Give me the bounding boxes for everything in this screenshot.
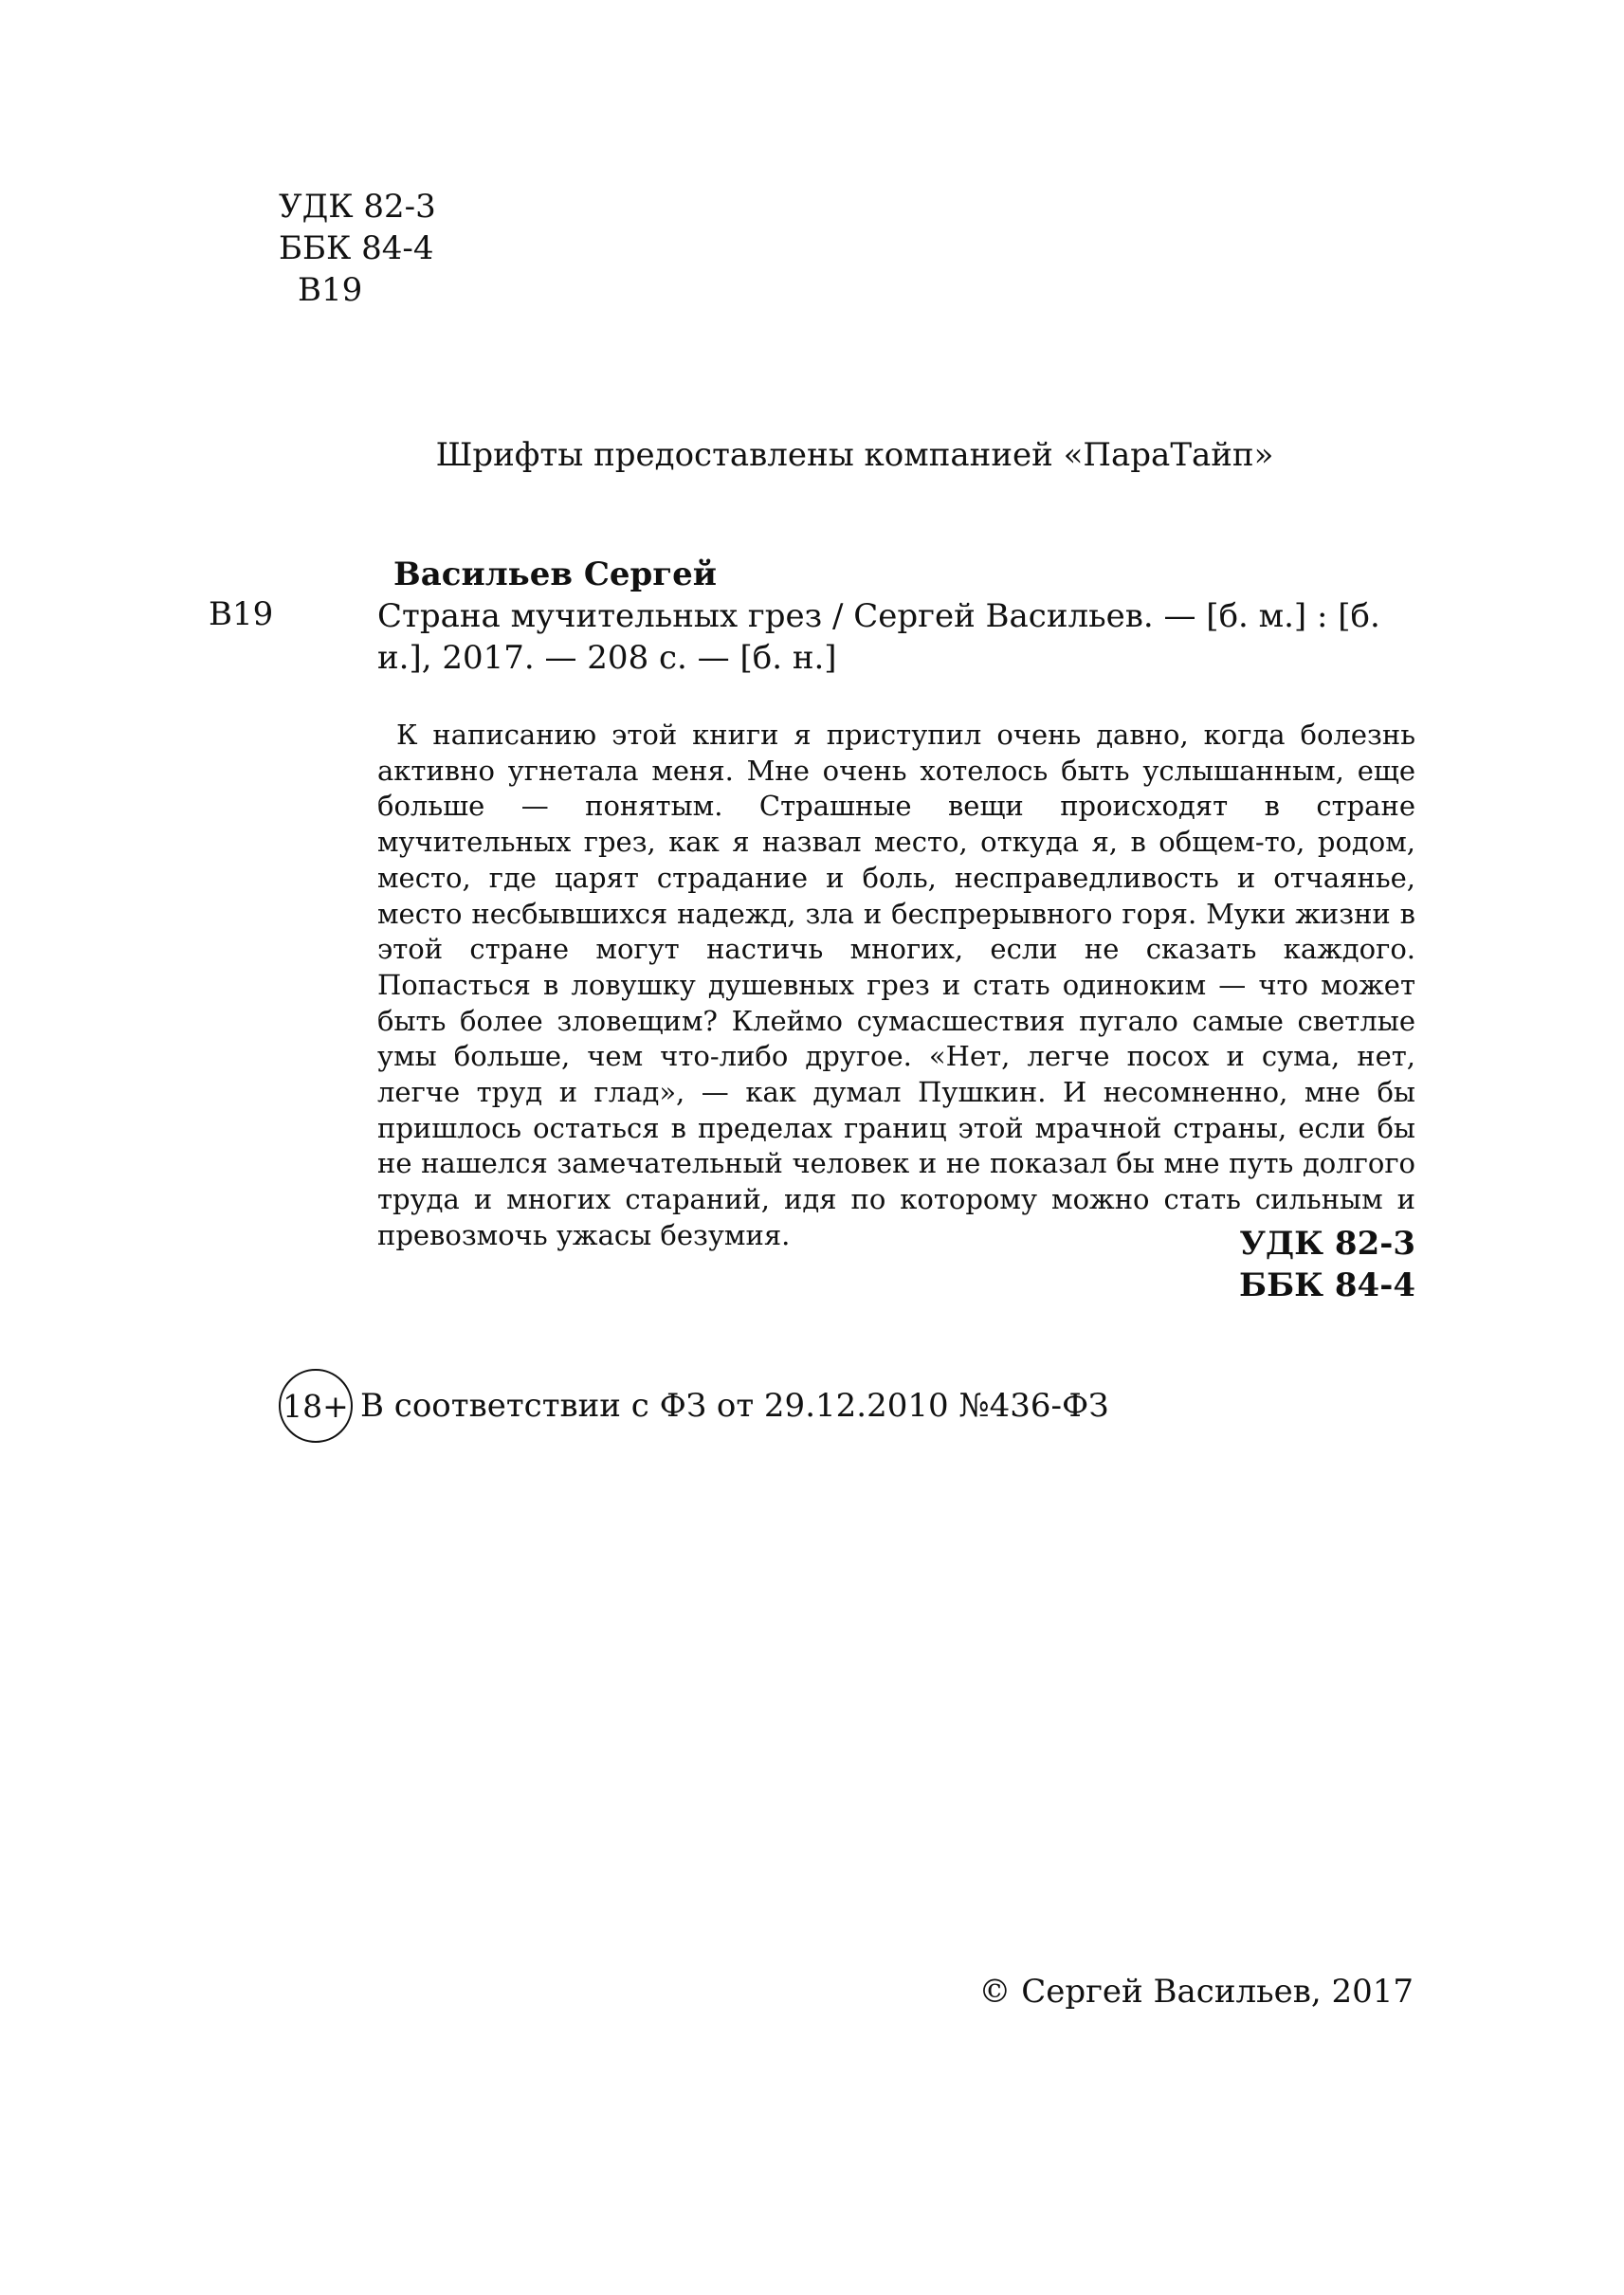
age-rating-badge: 18+ — [279, 1369, 353, 1443]
udk-code: УДК 82-3 — [279, 188, 436, 226]
annotation-paragraph: К написанию этой книги я приступил очень давно, когда болезнь активно угнетала меня. Мне очень хотелось быть услышанным, еще больше — понятым. Страшные вещи происходят в стране мучительных грез, как я назвал место, откуда я, в общем-то, родом, место, где царят страдание и боль, несправедливость и отчаянье, место несбывшихся надежд, зла и беспрерывного горя. Муки жизни в этой стране могут настичь многих, если не сказать каждого. Попасться в ловушку душевных грез и стать одиноким — что может быть более зловещим? Клеймо сумасшествия пугало самые светлые умы больше, чем что-либо другое. «Нет, легче посох и сума, нет, легче труд и глад», — как думал Пушкин. И несомненно, мне бы пришлось остаться в пределах границ этой мрачной страны, если бы не нашелся замечательный человек и не показал бы мне путь долгого труда и многих стараний, идя по которому можно стать сильным и превозмочь ужасы безумия. — [377, 719, 1415, 1251]
author-mark: В19 — [298, 271, 363, 309]
bibliographic-description: Страна мучительных грез / Сергей Васильев. — [б. м.] : [б. и.], 2017. — 208 с. — [б. н.] — [377, 597, 1380, 677]
bottom-classification-codes — [1239, 1223, 1415, 1306]
bbk-code-bold: ББК 84-4 — [1239, 1266, 1415, 1304]
age-rating-law-text: В соответствии с ФЗ от 29.12.2010 №436-ФЗ — [360, 1387, 1109, 1425]
age-rating-row — [279, 1368, 1108, 1444]
author-name: Васильев Сергей — [393, 556, 717, 593]
bbk-code: ББК 84-4 — [279, 229, 434, 267]
side-author-mark: В19 — [209, 595, 274, 633]
top-classification-codes — [279, 186, 436, 311]
fonts-credit: Шрифты предоставлены компанией «ПараТайп» — [435, 436, 1274, 474]
copyright-notice: © Сергей Васильев, 2017 — [978, 1973, 1414, 2011]
udk-code-bold: УДК 82-3 — [1239, 1225, 1415, 1263]
